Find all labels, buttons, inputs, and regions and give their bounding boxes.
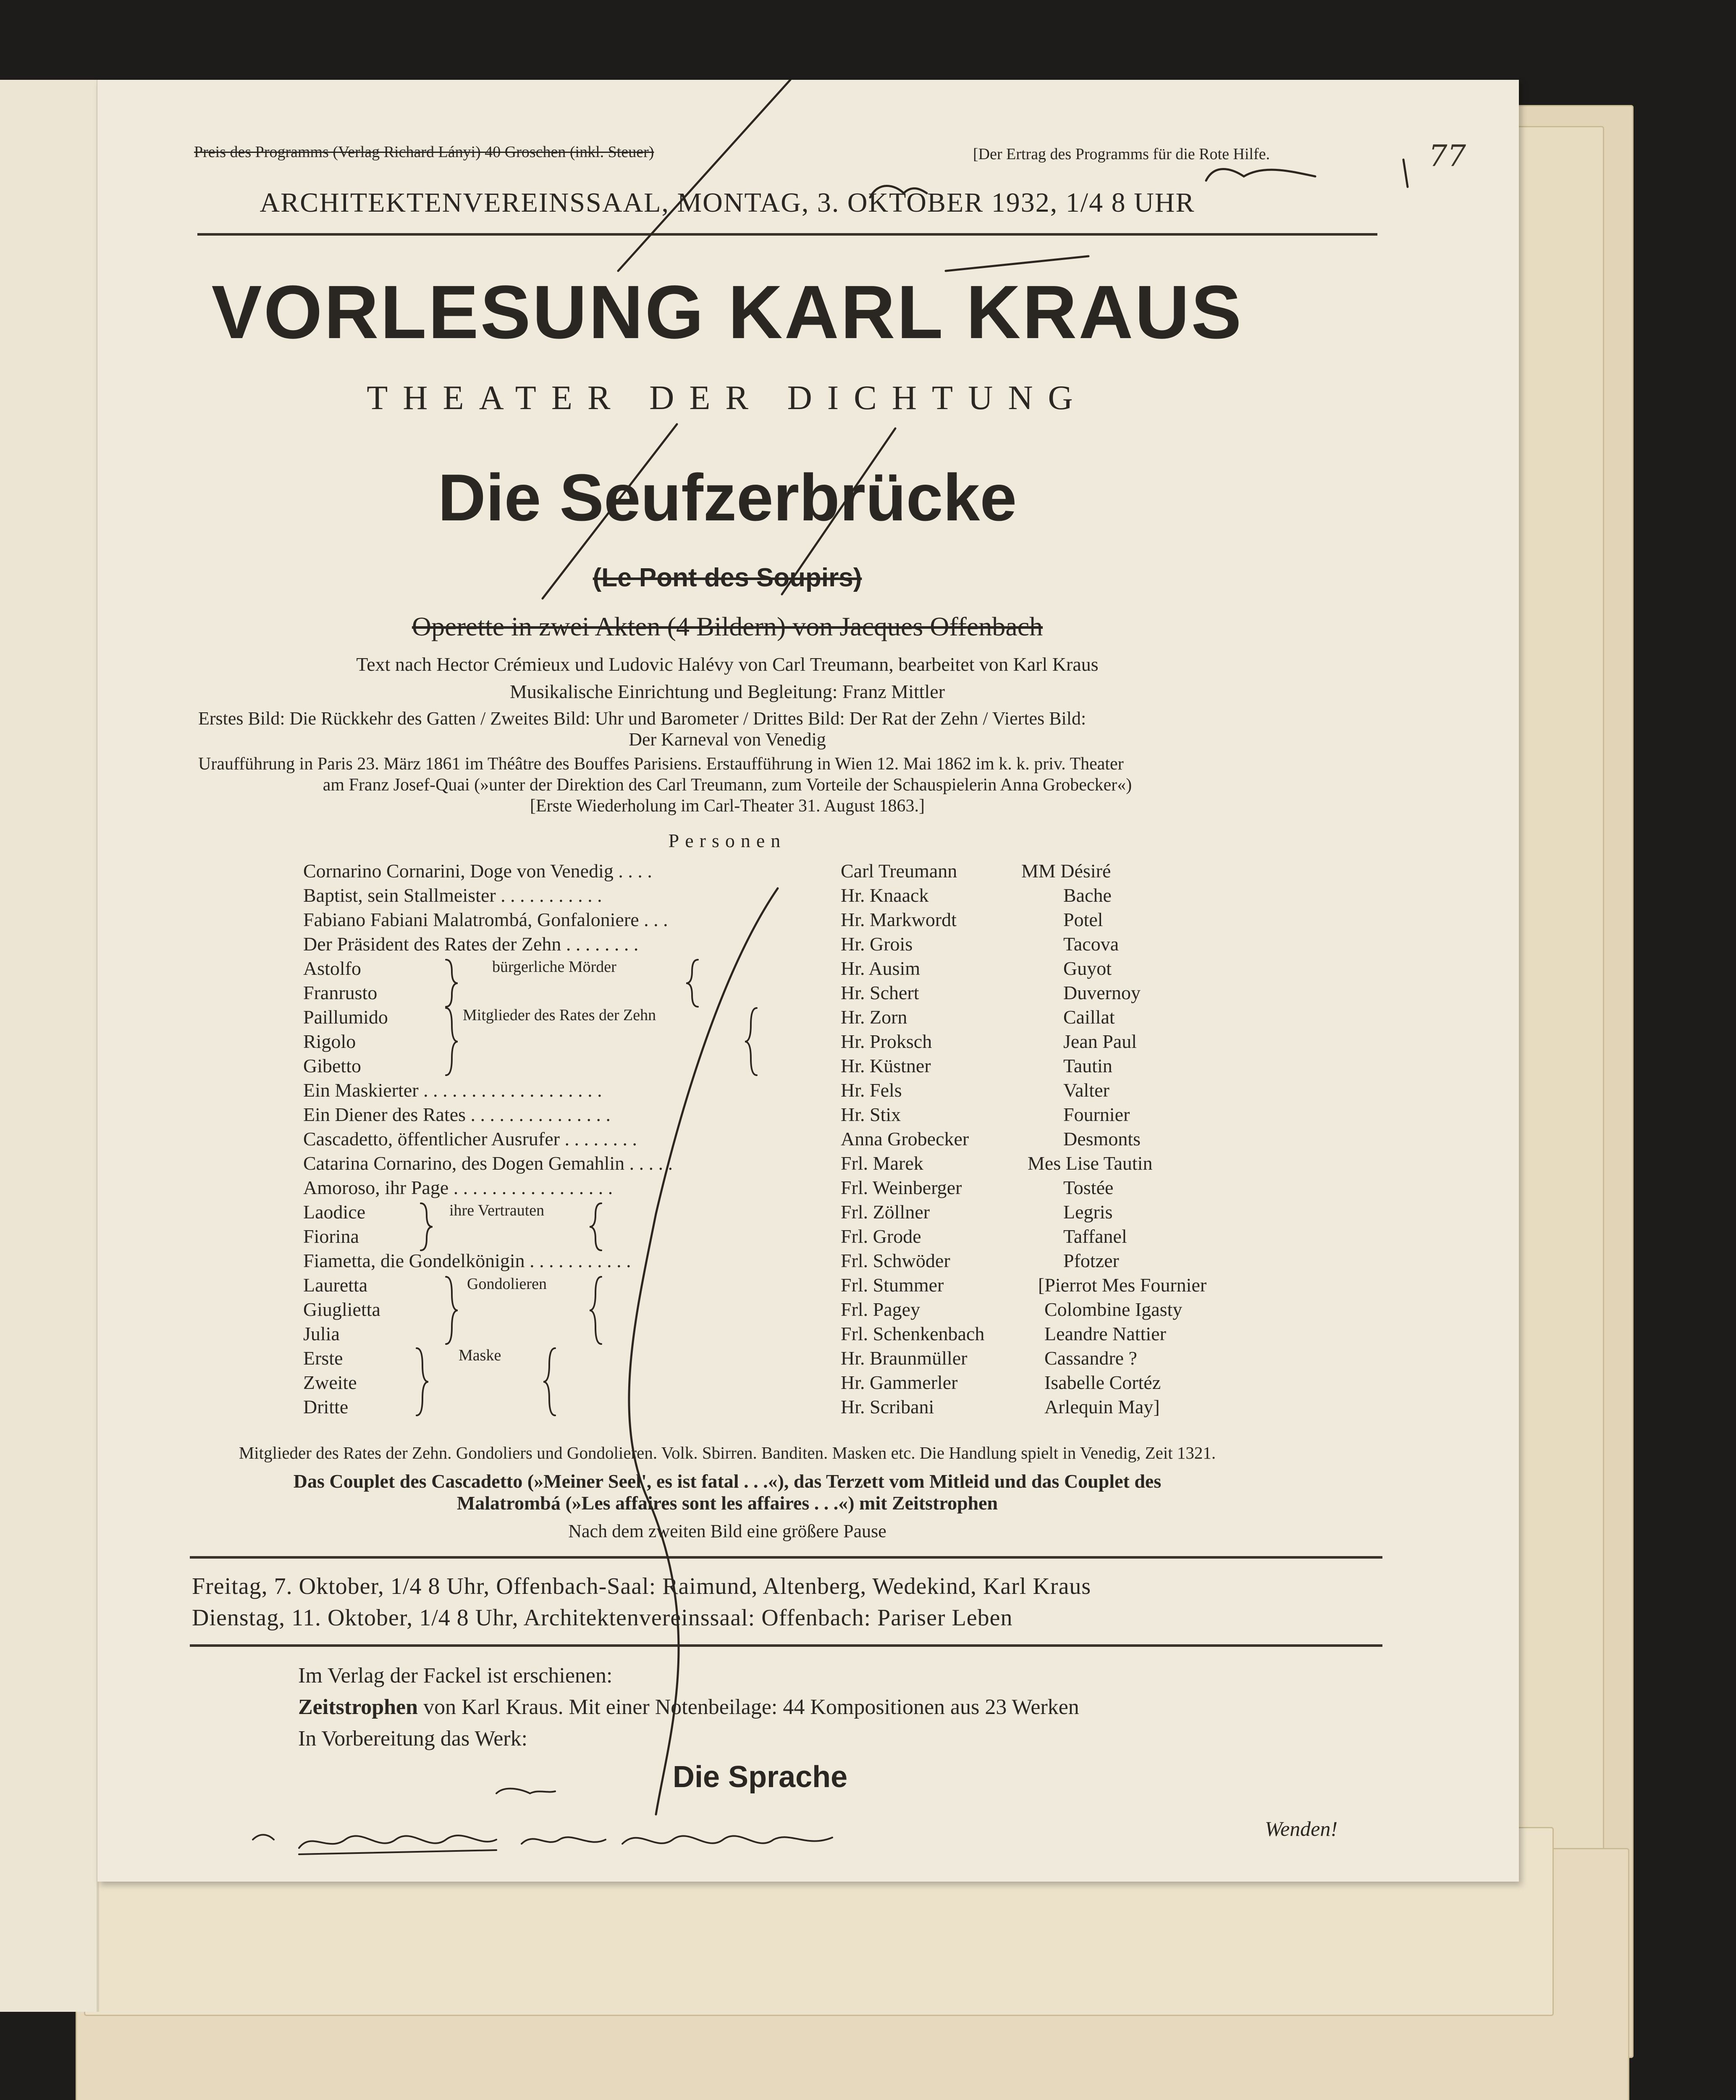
cast-role: Catarina Cornarino, des Dogen Gemahlin . . . . .: [303, 1152, 673, 1174]
cast-role: Rigolo: [303, 1031, 356, 1052]
cast-paris: Tostée: [1063, 1177, 1114, 1198]
cast-paris: Arlequin May]: [1044, 1396, 1160, 1418]
cast-role: Dritte: [303, 1396, 349, 1418]
cast-actor: Hr. Fels: [841, 1079, 902, 1101]
cast-role: Baptist, sein Stallmeister . . . . . . . . . . .: [303, 885, 602, 906]
cast-actor: Hr. Zorn: [841, 1006, 907, 1028]
group-label: bürgerliche Mörder: [492, 958, 616, 976]
series-title: THEATER DER DICHTUNG: [367, 378, 1088, 417]
page-number: 77: [1429, 139, 1466, 173]
publisher-book-details: von Karl Kraus. Mit einer Notenbeilage: 44 Kompositionen aus 23 Werken: [418, 1695, 1079, 1719]
cast-role: Ein Diener des Rates . . . . . . . . . . . . . . .: [303, 1104, 611, 1125]
group-label: ihre Vertrauten: [449, 1202, 545, 1219]
cast-role: Julia: [303, 1323, 340, 1344]
cast-actor: Frl. Marek: [841, 1152, 923, 1174]
play-title: Die Seufzerbrücke: [438, 461, 1017, 535]
cast-actor: Hr. Scribani: [841, 1396, 934, 1418]
venue-line: ARCHITEKTENVEREINSSAAL, MONTAG, 3. OKTOBER 1932, 1/4 8 UHR: [260, 187, 1195, 218]
cast-paris: Colombine Igasty: [1044, 1299, 1183, 1320]
cast-role: Paillumido: [303, 1006, 388, 1028]
handwritten-annotations: [97, 80, 1519, 1882]
cast-actor: Hr. Grois: [841, 933, 913, 955]
cast-role: Laodice: [303, 1201, 366, 1223]
price-note: Preis des Programms (Verlag Richard Lányi) 40 Groschen (inkl. Steuer): [194, 143, 654, 161]
cast-paris: Cassandre ?: [1044, 1347, 1137, 1369]
facing-page: [0, 80, 99, 2012]
pictures-line-1: Erstes Bild: Die Rückkehr des Gatten / Zweites Bild: Uhr und Barometer / Drittes Bild: Der Rat der Zehn / Viertes Bild:: [198, 708, 1086, 729]
ensemble-note: Mitglieder des Rates der Zehn. Gondoliers und Gondolieren. Volk. Sbirren. Banditen. Masken etc. Die Handlung spielt in Venedig, Zeit 1321.: [239, 1443, 1216, 1462]
group-label: Gondolieren: [467, 1275, 547, 1293]
cast-paris: Tautin: [1063, 1055, 1112, 1076]
upcoming-event-2: Dienstag, 11. Oktober, 1/4 8 Uhr, Architektenvereinssaal: Offenbach: Pariser Leben: [192, 1605, 1013, 1631]
cast-paris: MM Désiré: [1021, 860, 1111, 882]
cast-paris: Mes Lise Tautin: [1028, 1152, 1153, 1174]
cast-paris: Isabelle Cortéz: [1044, 1372, 1161, 1393]
cast-role: Gibetto: [303, 1055, 361, 1076]
signature-scribble: [244, 1781, 958, 1873]
pause-note: Nach dem zweiten Bild eine größere Pause: [568, 1521, 886, 1541]
cast-paris: Duvernoy: [1063, 982, 1141, 1003]
cast-paris: Valter: [1063, 1079, 1109, 1101]
publisher-line-3: In Vorbereitung das Werk:: [298, 1727, 528, 1751]
cast-actor: Hr. Stix: [841, 1104, 901, 1125]
cast-paris: Leandre Nattier: [1044, 1323, 1166, 1344]
cast-actor: Frl. Pagey: [841, 1299, 920, 1320]
original-title: (Le Pont des Soupirs): [593, 563, 862, 592]
couplet-note-1: Das Couplet des Cascadetto (»Meiner Seel', es ist fatal . . .«), das Terzett vom Mitleid und das Couplet des: [293, 1470, 1162, 1492]
cast-actor: Frl. Zöllner: [841, 1201, 930, 1223]
cast-actor: Hr. Proksch: [841, 1031, 932, 1052]
cast-actor: Frl. Stummer: [841, 1274, 944, 1296]
program-sheet: [97, 80, 1519, 1882]
cast-actor: Hr. Schert: [841, 982, 919, 1003]
premiere-line-1: Uraufführung in Paris 23. März 1861 im Théâtre des Bouffes Parisiens. Erstaufführung in Wien 12. Mai 1862 im k. k. priv. Theater: [198, 754, 1124, 774]
cast-role: Giuglietta: [303, 1299, 380, 1320]
cast-role: Cascadetto, öffentlicher Ausrufer . . . . . . . .: [303, 1128, 637, 1150]
cast-actor: Frl. Weinberger: [841, 1177, 962, 1198]
cast-actor: Hr. Knaack: [841, 885, 929, 906]
publisher-line-1: Im Verlag der Fackel ist erschienen:: [298, 1664, 613, 1688]
cast-role: Franrusto: [303, 982, 378, 1003]
cast-actor: Hr. Ausim: [841, 958, 920, 979]
proceeds-note: [Der Ertrag des Programms für die Rote Hilfe.: [973, 145, 1270, 163]
credits-music: Musikalische Einrichtung und Begleitung: Franz Mittler: [509, 681, 945, 702]
cast-paris: Bache: [1063, 885, 1112, 906]
cast-actor: Hr. Gammerler: [841, 1372, 958, 1393]
turn-page-note: Wenden!: [1265, 1817, 1338, 1840]
pictures-line-2: Der Karneval von Venedig: [629, 729, 826, 750]
cast-role: Zweite: [303, 1372, 357, 1393]
cast-role: Fiorina: [303, 1226, 359, 1247]
cast-role: Cornarino Cornarini, Doge von Venedig . . . .: [303, 860, 652, 882]
genre-line: Operette in zwei Akten (4 Bildern) von Jacques Offenbach: [412, 612, 1043, 641]
cast-paris: Tacova: [1063, 933, 1119, 955]
cast-paris: Desmonts: [1063, 1128, 1141, 1150]
cast-actor: Frl. Grode: [841, 1226, 921, 1247]
cast-paris: Guyot: [1063, 958, 1112, 979]
cast-actor: Hr. Markwordt: [841, 909, 957, 930]
cast-actor: Carl Treumann: [841, 860, 957, 882]
cast-role: Ein Maskierter . . . . . . . . . . . . . . . . . . .: [303, 1079, 602, 1101]
cast-paris: Taffanel: [1063, 1226, 1127, 1247]
cast-actor: Frl. Schwöder: [841, 1250, 950, 1271]
cast-role: Amoroso, ihr Page . . . . . . . . . . . . . . . . .: [303, 1177, 613, 1198]
premiere-line-3: [Erste Wiederholung im Carl-Theater 31. August 1863.]: [530, 796, 925, 816]
cast-role: Lauretta: [303, 1274, 368, 1296]
cast-role: Fiametta, die Gondelkönigin . . . . . . . . . . .: [303, 1250, 631, 1271]
cast-paris: [Pierrot Mes Fournier: [1038, 1274, 1207, 1296]
cast-paris: Fournier: [1063, 1104, 1130, 1125]
cast-role: Fabiano Fabiani Malatrombá, Gonfaloniere . . .: [303, 909, 668, 930]
upcoming-event-1: Freitag, 7. Oktober, 1/4 8 Uhr, Offenbach-Saal: Raimund, Altenberg, Wedekind, Karl Kraus: [192, 1573, 1091, 1599]
credits-text: Text nach Hector Crémieux und Ludovic Halévy von Carl Treumann, bearbeitet von Karl Kraus: [356, 654, 1099, 675]
cast-role: Erste: [303, 1347, 343, 1369]
cast-paris: Potel: [1063, 909, 1103, 930]
group-label: Mitglieder des Rates der Zehn: [463, 1006, 656, 1024]
cast-heading: Personen: [668, 830, 787, 851]
premiere-line-2: am Franz Josef-Quai (»unter der Direktion des Carl Treumann, zum Vorteile der Schauspielerin Anna Grobecker«): [323, 775, 1132, 795]
main-title: VORLESUNG KARL KRAUS: [211, 270, 1243, 354]
cast-actor: Frl. Schenkenbach: [841, 1323, 985, 1344]
cast-paris: Caillat: [1063, 1006, 1115, 1028]
cast-actor: Hr. Braunmüller: [841, 1347, 968, 1369]
cast-role: Der Präsident des Rates der Zehn . . . . . . . .: [303, 933, 639, 955]
forthcoming-book: Die Sprache: [673, 1760, 848, 1794]
cast-role: Astolfo: [303, 958, 361, 979]
couplet-note-2: Malatrombá (»Les affaires sont les affaires . . .«) mit Zeitstrophen: [456, 1492, 998, 1514]
cast-paris: Pfotzer: [1063, 1250, 1119, 1271]
cast-paris: Jean Paul: [1063, 1031, 1137, 1052]
group-label: Maske: [459, 1347, 501, 1364]
publisher-book-title: Zeitstrophen: [298, 1695, 418, 1719]
cast-actor: Hr. Küstner: [841, 1055, 931, 1076]
cast-paris: Legris: [1063, 1201, 1113, 1223]
cast-actor: Anna Grobecker: [841, 1128, 969, 1150]
